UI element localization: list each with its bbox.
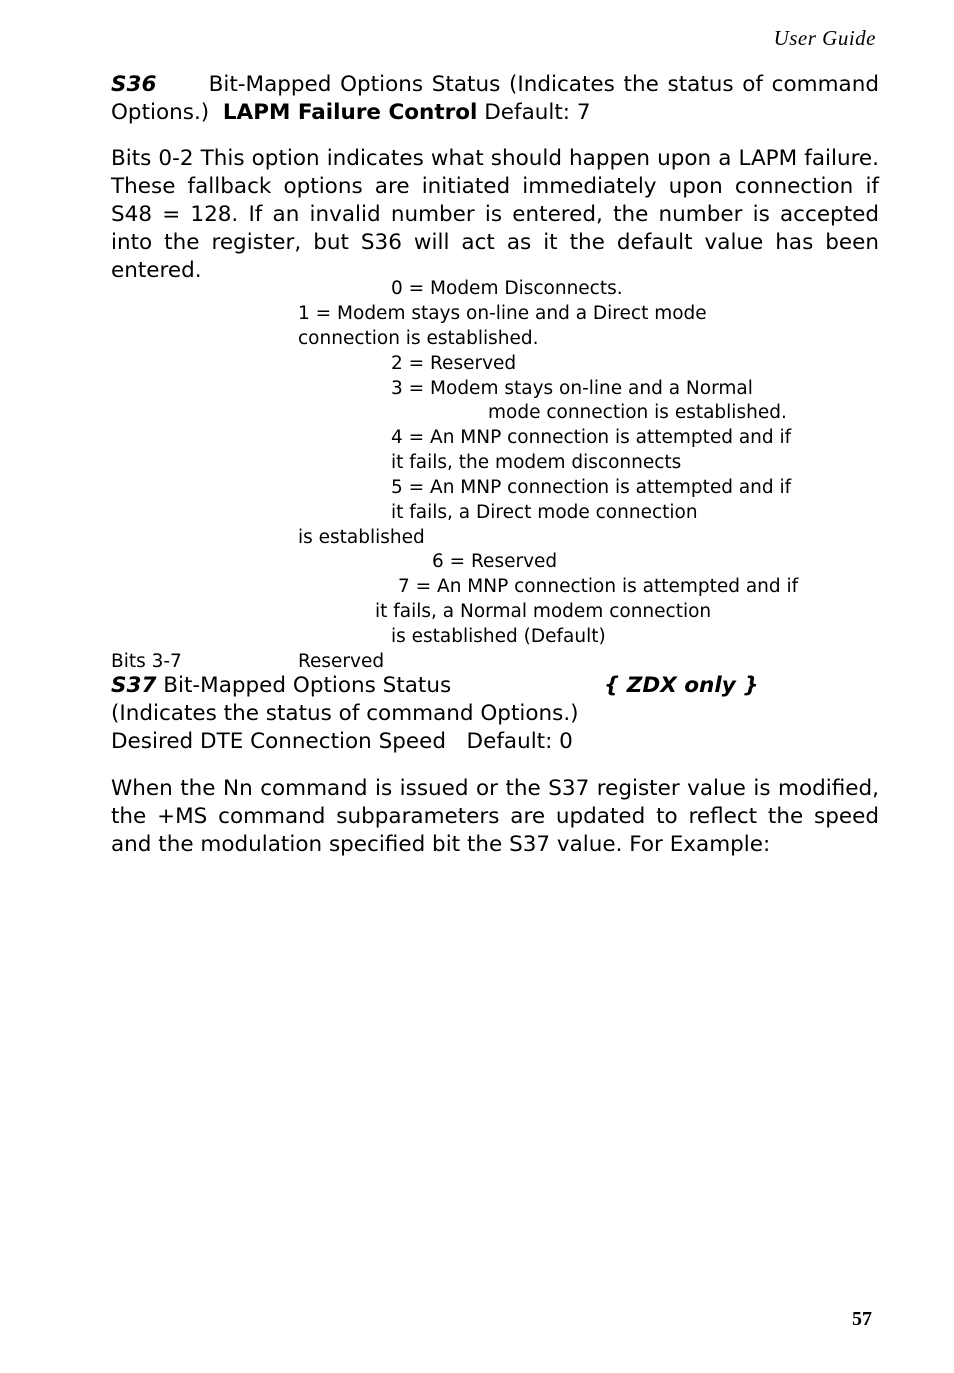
option-line-2: connection is established. (298, 328, 539, 349)
nn-command-paragraph: When the Nn command is issued or the S37 register value is modified, the +MS command subparameters are updated to reflect the speed and the modulation specified bit the S37 value. For Example: (111, 776, 879, 857)
bits02-paragraph: Bits 0-2 This option indicates what should happen upon a LAPM failure. These fallback options are initiated immediately upon connection if S48 = 128. If an invalid number is entered, the number is accepted into the register, but S36 will act as it the default value has been entered. (111, 146, 879, 283)
option-line-5: mode connection is established. (488, 402, 787, 423)
s37-heading (111, 672, 451, 700)
option-line-8: 5 = An MNP connection is attempted and if (391, 477, 792, 498)
s37-default: Default: 0 (466, 729, 573, 754)
running-header: User Guide (773, 26, 876, 50)
option-line-4: 3 = Modem stays on-line and a Normal (391, 378, 753, 399)
s36-default: Default: 7 (484, 100, 591, 125)
option-line-9: it fails, a Direct mode connection (391, 502, 698, 523)
s36-heading (111, 71, 879, 127)
s36-title: Bit-Mapped Options Status (Indicates the status of command Options.) (111, 72, 879, 125)
bits37-value: Reserved (298, 651, 385, 672)
option-line-0: 0 = Modem Disconnects. (391, 278, 623, 299)
s37-dte-label: Desired DTE Connection Speed (111, 729, 447, 754)
option-line-1: 1 = Modem stays on-line and a Direct mode (298, 303, 707, 324)
option-line-11: 6 = Reserved (432, 551, 558, 572)
s36-label: LAPM Failure Control (222, 100, 478, 125)
s37-line2: (Indicates the status of command Options.) (111, 701, 579, 726)
option-line-6: 4 = An MNP connection is attempted and if (391, 427, 792, 448)
option-line-7: it fails, the modem disconnects (391, 452, 682, 473)
bits37-label: Bits 3-7 (111, 651, 182, 672)
page-number: 57 (852, 1308, 872, 1330)
option-line-14: is established (Default) (391, 626, 606, 647)
zdx-only-badge: { ZDX only } (604, 673, 759, 698)
s36-code: S36 (111, 72, 157, 97)
option-line-10: is established (298, 527, 425, 548)
option-line-12: 7 = An MNP connection is attempted and if (398, 576, 799, 597)
option-line-3: 2 = Reserved (391, 353, 517, 374)
option-line-13: it fails, a Normal modem connection (375, 601, 712, 622)
s37-line3 (111, 728, 573, 756)
s37-title: Bit-Mapped Options Status (163, 673, 452, 698)
s37-code: S37 (111, 673, 157, 698)
